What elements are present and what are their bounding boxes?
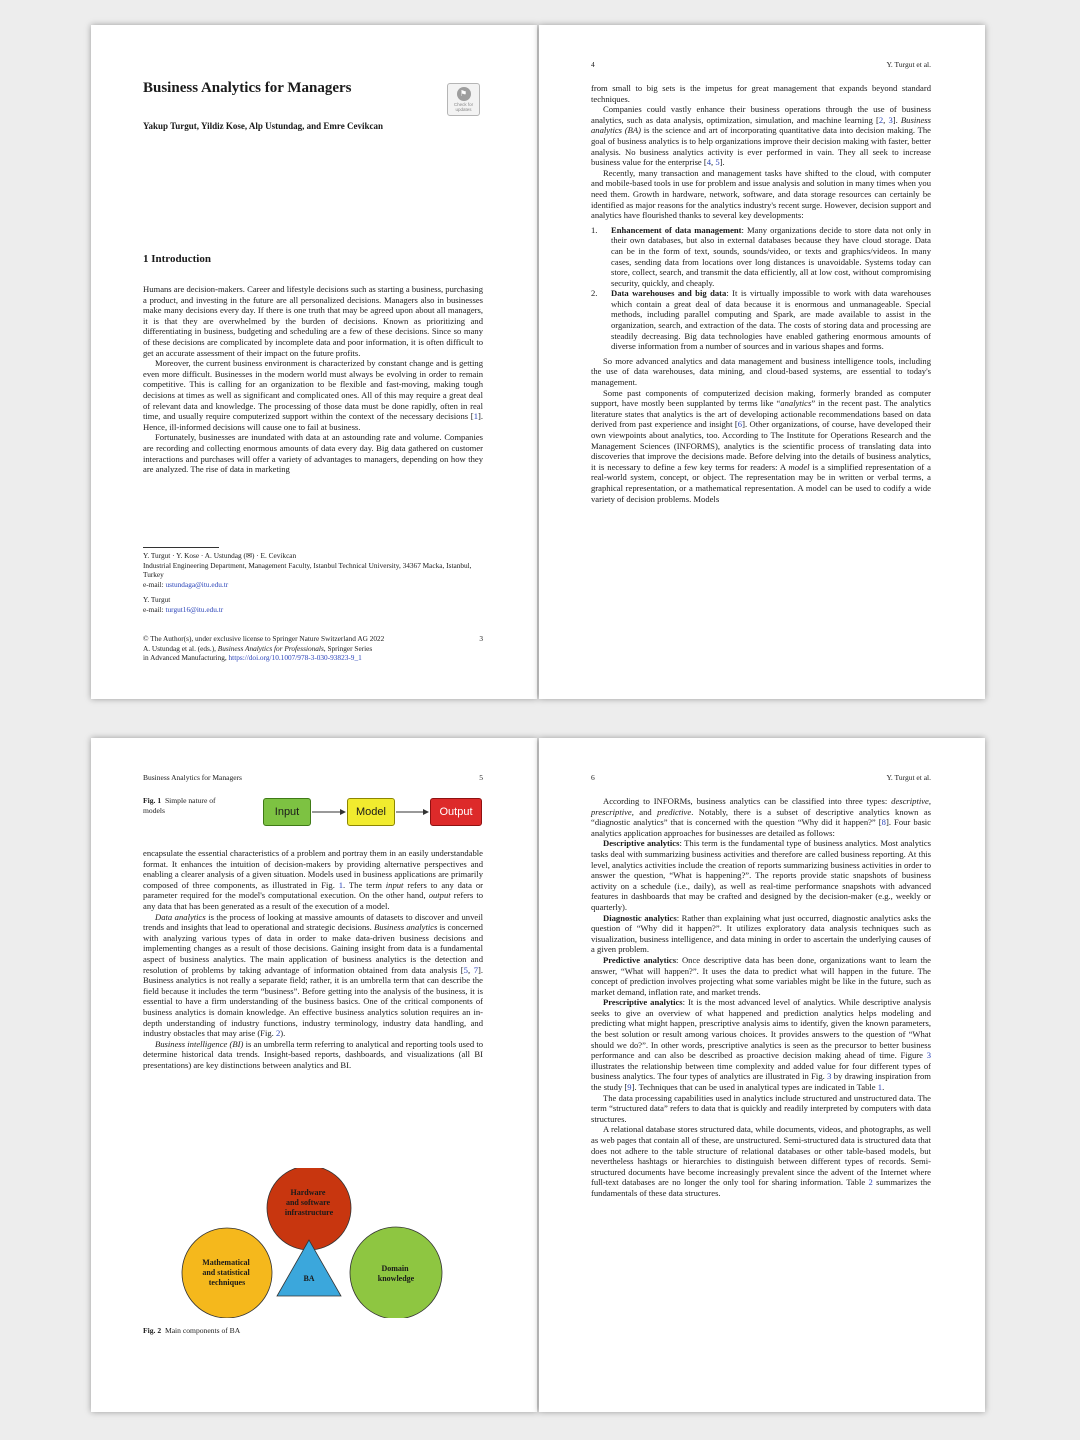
paragraph: So more advanced analytics and data management and business intelligence tools, including the use of data warehouses, data mining, and cloud-based systems, are essential to today's management. [591, 355, 931, 388]
text-run: A. Ustundag et al. (eds.), [143, 643, 218, 653]
term-analytics: analytics [780, 398, 812, 409]
output-box: Output [430, 798, 482, 826]
math-label-line: techniques [208, 1278, 246, 1287]
ba-label: BA [303, 1274, 315, 1283]
figure-1-arrows [143, 798, 483, 828]
affiliation-dept: Industrial Engineering Department, Management Faculty, Istanbul Technical University, 34367 Macka, Istanbul, Turkey [143, 560, 472, 580]
citation-link[interactable]: 5 [715, 157, 720, 168]
paragraph [591, 955, 931, 997]
section-heading-introduction: 1 Introduction [143, 253, 211, 265]
domain-label-line: Domain [381, 1264, 409, 1273]
affiliation2-email-line [143, 605, 483, 615]
text-run: . [882, 1082, 885, 1093]
page-4-body [591, 83, 931, 504]
bookmark-icon: ⚑ [457, 87, 471, 101]
running-head [143, 773, 483, 784]
figure-2-caption [143, 1326, 240, 1336]
paragraph: The data processing capabilities used in analytics include structured and unstructured data. The term “structured data” refers to data that is quickly and readily interpreted by computers with data structures. [591, 1092, 931, 1124]
hardware-label-line: and software [285, 1198, 331, 1207]
email-label: e-mail: [143, 604, 166, 614]
paragraph [143, 848, 483, 912]
diagnostic-heading: Diagnostic analytics [603, 912, 677, 923]
figure-1-diagram [143, 798, 483, 828]
paragraph [591, 913, 931, 955]
figure-link[interactable]: 3 [827, 1071, 832, 1082]
page-6 [539, 738, 985, 1412]
list-body [611, 288, 931, 352]
email-link[interactable]: ustundaga@itu.edu.tr [165, 579, 229, 589]
doi-line [143, 653, 483, 663]
footnote-rule [143, 547, 219, 548]
citation-line [143, 644, 483, 654]
running-head-text: Y. Turgut et al. [886, 773, 931, 782]
list-text: : It is virtually impossible to work with data warehouses which contain a great deal of data because it is enormous and unmanageable. Special methods, including parallel computing and Spark, are made available to assist in the organization, search, and extraction of the data. The costs of storing data and processing are steadily decreasing. Big data technologies have enabled gathering enormous amounts of diverse information from a number of sources and in various shapes and forms. [611, 288, 931, 352]
paragraph [591, 104, 931, 168]
text-run: summarizes the fundamentals of these data structures. [591, 1177, 931, 1198]
term-prescriptive: prescriptive [591, 806, 632, 817]
list-body [611, 225, 931, 289]
text-run: is the process of looking at massive amounts of datasets to discover and unveil trends and insights that lead to operational and strategic decisions. [143, 911, 483, 933]
affiliation2-name: Y. Turgut [143, 595, 171, 605]
hardware-label-line: Hardware [290, 1188, 326, 1197]
list-head: Data warehouses and big data [611, 288, 727, 299]
intro-body [143, 284, 483, 475]
term-output: output [428, 890, 451, 901]
book-title: Business Analytics for Professionals [217, 643, 324, 653]
paragraph [591, 1124, 931, 1198]
text-run: : This term is the fundamental type of business analytics. Most analytics tasks deal with summarizing business activities and therefore are called business reporting. At this level, analytics activities include the creation of reports summarizing business activities in order to answer the question, “What is happening?”. The reports provide static snapshots of business activity on a schedule (i.e., daily), as well as real-time performance snapshots with advanced features in dashboards that may be crafted and designed by the decision-maker (e.g., weekly or quarterly). [591, 838, 931, 912]
math-label-line: and statistical [202, 1268, 250, 1277]
citation-link[interactable]: 7 [473, 964, 478, 975]
term-input: input [385, 879, 404, 890]
text-run: is an umbrella term referring to analytical and reporting tools used to determine historical data trends. Insight-based reports, dashboards, and visualizations (all BI presentations) are key distinctions between analytics and BI. [143, 1038, 484, 1070]
text-run: ]. Techniques that can be used in analytical types are indicated in Table [631, 1082, 878, 1093]
text-run: by drawing inspiration from the study [ [591, 1071, 931, 1093]
check-for-updates-badge[interactable] [447, 83, 480, 116]
model-box: Model [347, 798, 395, 826]
paragraph [143, 1039, 483, 1071]
term-model: model [788, 461, 810, 472]
affiliation-email-line [143, 580, 483, 590]
badge-line-2: updates [455, 107, 472, 112]
paragraph [591, 838, 931, 912]
text-run: is a simplified representation of a real-world system, concept, or object. The representation may be in written or verbal terms, a graphical representation, or a mathematical representation. A model can be used to codify a wide variety of decision problems. Models [591, 461, 931, 504]
paragraph: According to INFORMs, business analytics can be classified into three types: descriptive, prescriptive, and predictive. Notably, there is a subset of descriptive analytics known as “diagnostic analytics” that is concerned with the question “Why did it happen?” [8]. Four basic analytics application approaches for businesses are detailed as follows: [591, 796, 931, 838]
text-run: ]. Business analytics is not really a separate field; rather, it is an umbrella term that can describe the field because it includes the term “business”. Before getting into the analysis of the business, it is essential to have a firm understanding of the business basics. One of the critical components of business analytics is domain knowledge. An effective business analytics solution requires an in-depth understanding of industry functions, industry terminology, industry data handling, and industry obstacles that may arise (Fig. [143, 964, 484, 1039]
text-run: : It is the most advanced level of analytics. While descriptive analysis seeks to give an overview of what happened and prediction analytics helps modeling and predicting what might happen, prescriptive analysis aims to identify, given the known parameters, the best solution or result among various choices. It provides answers to the question of “What should we do?”. In other words, prescriptive analytics is seen as the precursor to better business performance and can also be described as proactive decision making ahead of time. Figure [591, 997, 931, 1061]
math-label-line: Mathematical [202, 1258, 250, 1267]
citation-link[interactable]: 5 [463, 964, 468, 975]
page-6-body [591, 796, 931, 1199]
text-run: encapsulate the essential characteristics of a problem and portray them in an easily understandable format. It enhances the intuition of decision-makers by providing alternative perspectives and enabling a clearer analysis of a given situation. Models used in business applications are primarily composed of three components, as illustrated in Fig. [143, 848, 483, 890]
page-4 [539, 25, 985, 699]
intro-paragraph-3: Fortunately, businesses are inundated with data at an astounding rate and volume. Companies are recording and collecting enormous amounts of data every day. Big data gathered on customer interactions and purchases will offer a variety of advantages to managers, depending on how they are analyzed. The rise of data in marketing [143, 432, 483, 475]
developments-list [591, 225, 931, 352]
text-run: refers to any data or parameter required for the model's computational execution. On the other hand, [143, 879, 483, 901]
affiliations-footnote [143, 547, 483, 615]
term-predictive: predictive [657, 806, 692, 817]
chapter-title: Business Analytics for Managers [143, 80, 352, 96]
text-run: According to INFORMs, business analytics can be classified into three types: [603, 796, 892, 806]
figure-label: Fig. 2 [143, 1326, 162, 1335]
list-head: Enhancement of data management [611, 224, 742, 235]
input-box: Input [263, 798, 311, 826]
text-run: , [883, 114, 889, 125]
paragraph: Data analytics is the process of looking at massive amounts of datasets to discover and unveil trends and insights that lead to operational and strategic decisions. Business analytics is concerned with analyzing various types of data in order to make data-driven business decisions and implementing changes as a result of those decisions. Gaining insight from data is a fundamental aspect of business analytics. The main application of business analytics is the detection and resolution of problems by taking advantage of information obtained from data analysis [5, 7]. Business analytics is not really a separate field; rather, it is an umbrella term that can describe the field because it includes the term “business”. Before getting into the analysis of the business, it is essential to have a firm understanding of the business basics. One of the critical components of business analytics is domain knowledge. An effective business analytics solution requires an in-depth understanding of industry functions, industry terminology, industry data handling, and industry obstacles that may arise (Fig. 2). [143, 911, 484, 1039]
chapter-authors: Yakup Turgut, Yildiz Kose, Alp Ustundag, and Emre Cevikcan [143, 121, 383, 131]
figure-link[interactable]: 1 [338, 879, 344, 890]
copyright-text: © The Author(s), under exclusive license to Springer Nature Switzerland AG 2022 [143, 634, 385, 643]
copyright-line [143, 634, 483, 644]
term-ba: Business analytics (BA) [591, 114, 931, 136]
text-run: is concerned with analyzing various types of data in order to make data-driven business decisions and implementing changes as a result of those decisions. Gaining insight from data is a fundamental aspect of business analytics. The main application of business analytics is the detection and resolution of problems by taking advantage of information obtained from data analysis [ [143, 922, 483, 975]
term-descriptive: descriptive [891, 796, 929, 806]
page-number: 3 [479, 634, 483, 643]
text-run: Companies could vastly enhance their business operations through the use of business analytics, such as data analysis, optimization, simulation, and machine learning [ [591, 104, 931, 125]
text-run: ]. Four basic analytics application approaches for businesses are detailed as follows: [591, 817, 931, 838]
page-number: 4 [591, 60, 595, 69]
prescriptive-heading: Prescriptive analytics [603, 997, 683, 1008]
hardware-label [285, 1188, 334, 1217]
math-label [202, 1258, 252, 1287]
list-text: : Many organizations decide to store data not only in their own databases, but also in external databases because they have cloud storage. Data can be in the form of text, sounds, sounds/video, or texts and graphics/videos. In many cases, sending data from locations over long distances is unavoidable. Systems today can store, collect, search, and transmit the data efficiently, all at low cost, without compromising security, quickly, and cheaply. [611, 224, 931, 288]
text-run: ]. Other organizations, of course, have developed their own viewpoints about analytics, too. According to The Institute for Operations Research and the Management Sciences (INFORMS), analytics is the scientific process of translating data into discoveries that improve the decisions made. Before delving into the details of business analytics, it is necessary to define a few key terms for readers: A [591, 419, 931, 472]
citation-link[interactable]: 2 [878, 114, 884, 125]
text-run: , [711, 157, 716, 168]
figure-label: Fig. 1 [143, 796, 162, 805]
running-head-text: Business Analytics for Managers [143, 773, 242, 782]
text-run: ]. [719, 157, 725, 168]
page-number: 6 [591, 773, 595, 782]
figure-link[interactable]: 2 [275, 1028, 281, 1039]
citation-link[interactable]: 8 [881, 817, 886, 828]
paragraph: Recently, many transaction and management tasks have shifted to the cloud, with computer and mobile-based tools in use for problem and issue analysis and solution in many times when you need them. Growth in hardware, network, software, and data storage resources can certainly be identified as major reasons for the analytics industry's recent surge. However, decision support and analytics have flourished thanks to several key developments: [591, 167, 931, 221]
text-run: ). [280, 1028, 286, 1039]
page-5-body [143, 848, 483, 1070]
figure-link[interactable]: 3 [926, 1050, 931, 1061]
text-run: refers to any data that has been generated as a result of the execution of a model. [143, 890, 484, 911]
badge-line-1: Check for [453, 102, 474, 107]
list-item [591, 288, 931, 352]
citation-link[interactable]: 6 [737, 419, 743, 430]
hardware-label-line: infrastructure [284, 1208, 334, 1217]
paragraph [591, 997, 931, 1092]
intro-paragraph-2 [143, 358, 483, 432]
paragraph: from small to big sets is the impetus for great management that expands beyond standard techniques. [591, 83, 931, 104]
text-run: ]. [892, 114, 901, 125]
citation-link[interactable]: 3 [888, 114, 893, 125]
list-item [591, 225, 931, 289]
page-5 [91, 738, 537, 1412]
text-run: in Advanced Manufacturing, [143, 653, 229, 663]
text-run: is the science and art of incorporating quantitative data into decision making. The goal of business analytics is to help organizations improve their decision making with faster, better analysis. No business analytics activity is ever performed in vain. They all seek to increase business value for the enterprise [ [591, 125, 931, 168]
text-run: ]. Hence, ill-informed decisions will cause one to fail at business. [143, 411, 483, 432]
figure-caption-text: Main components of BA [164, 1326, 241, 1335]
text-run: , Springer Series [323, 643, 373, 653]
page-3 [91, 25, 537, 699]
table-link[interactable]: 1 [877, 1082, 883, 1093]
citation-link[interactable]: 9 [627, 1082, 632, 1093]
text-run: Moreover, the current business environment is characterized by constant change and is getting even more difficult. Businesses in the modern world must always be evolving in order to remain competitive. This is calling for an organization to be flexible and fast-moving, making tough decisions at times as well as significant and complicated ones. All of this may require a great deal of relevant data and knowledge. The processing of those data must be done rapidly, often in real time, and usually require computerized support within the context of the necessary decisions [ [143, 358, 483, 422]
figure-caption-text: Simple nature of models [143, 796, 216, 815]
citation-link[interactable]: 1 [473, 411, 478, 422]
text-run: illustrates the relationship between time complexity and added value for four different types of business analytics. The four types of analytics are illustrated in Fig. [591, 1060, 931, 1082]
table-link[interactable]: 2 [868, 1177, 873, 1188]
ba-triangle [277, 1240, 341, 1296]
affiliation-names: Y. Turgut · Y. Kose · A. Ustundag (✉) · E. Cevikcan [143, 551, 297, 560]
term-data-analytics: Data analytics [155, 911, 206, 922]
text-run: . The term [343, 879, 386, 890]
email-link-2[interactable]: turgut16@itu.edu.tr [165, 604, 224, 614]
running-head [591, 773, 931, 784]
predictive-heading: Predictive analytics [603, 954, 677, 965]
text-run: : Once descriptive data has been done, organizations want to learn the answer, “What will happen?”. It uses the data to predict what will happen in the future. The concept of prediction involves projecting what some variables might be like in the future, such as market demand, inflation rate, and market trends. [591, 954, 931, 997]
term-business-analytics: Business analytics [374, 922, 438, 933]
citation-link[interactable]: 4 [706, 157, 712, 168]
page-number: 5 [479, 773, 483, 782]
text-run: : Rather than explaining what just occurred, diagnostic analytics asks the question of “Why did it happen?”. It utilizes exploratory data analysis techniques such as visualization, business intelligence, and data mining in order to ascertain the underlying causes of a given problem. [591, 912, 931, 955]
paragraph [591, 388, 931, 505]
list-number: 1. [591, 224, 598, 235]
text-run: Some past components of computerized decision making, formerly branded as computer support, have mostly been supplanted by terms like “ [591, 387, 931, 409]
copyright-block [143, 634, 483, 663]
running-head [591, 60, 931, 71]
text-run: A relational database stores structured data, while documents, videos, and photographs, as well as web pages that contain all of these, are unstructured. Semi-structured data is structured data that does not adhere to the table structure of relational databases or other table-based models, but nevertheless hashtags or hierarchies to distinguish between different types of records. Semi-structured documents have become increasingly prevalent since the advent of the Internet where full-text databases are no longer the only tool for sharing information. Table [591, 1124, 931, 1188]
running-head-text: Y. Turgut et al. [886, 60, 931, 69]
list-number: 2. [591, 288, 598, 299]
doi-link[interactable]: https://doi.org/10.1007/978-3-030-93823-9_1 [228, 653, 362, 663]
term-bi: Business intelligence (BI) [155, 1038, 244, 1049]
intro-paragraph-1: Humans are decision-makers. Career and lifestyle decisions such as starting a business, purchasing a product, and investing in the future are all personalized decisions. Managers also in businesses make many decisions every day. If there is one truth that may be agreed upon about all managers, it is that they are overwhelmed by the burden of decisions. Known as prioritizing and differentiating in business, budgeting and scheduling are a few of these decisions. Since so many of these decisions are complicated by incomplete data and poor information, it is often difficult to get an accurate assessment of their impact on the future profits. [143, 284, 483, 358]
email-label: e-mail: [143, 579, 166, 589]
domain-label [378, 1264, 415, 1283]
text-run: ” in the recent past. The analytics literature states that analytics is the art of developing actionable recommendations based on data derived from past experience and insight [ [591, 398, 931, 430]
descriptive-heading: Descriptive analytics [603, 838, 680, 849]
text-run: . Notably, there is a subset of descriptive analytics known as “diagnostic analytics” that is concerned with the question “Why did it happen?” [ [591, 806, 931, 828]
figure-2-diagram [143, 1168, 483, 1318]
domain-label-line: knowledge [377, 1274, 415, 1283]
